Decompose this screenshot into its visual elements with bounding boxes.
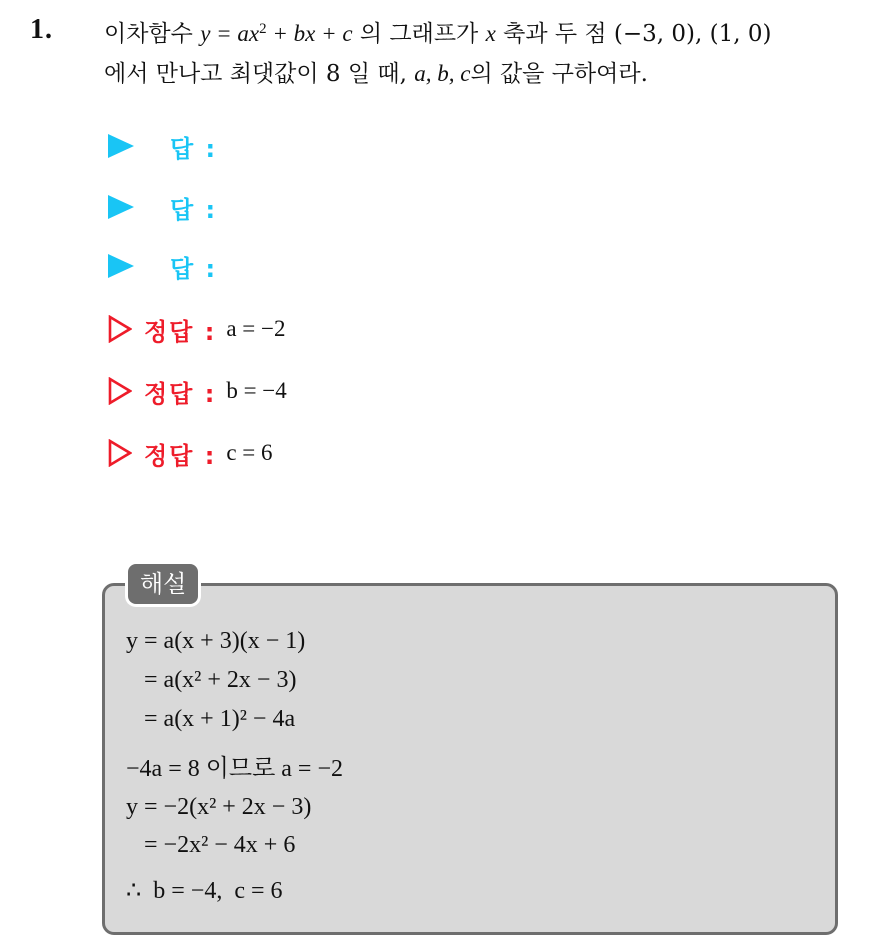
answer-label: 답 : bbox=[170, 134, 218, 163]
problem-line-1 bbox=[104, 14, 874, 54]
filled-right-triangle-icon bbox=[108, 134, 134, 158]
explanation-line: = −2x² − 4x + 6 bbox=[126, 832, 296, 858]
solution-label: 정답 : bbox=[144, 379, 217, 408]
filled-right-triangle-icon bbox=[108, 195, 134, 219]
equation-rest: + bx + c bbox=[266, 21, 353, 46]
explanation-line: = a(x² + 2x − 3) bbox=[126, 667, 297, 693]
solution-value: b = −4 bbox=[226, 378, 287, 403]
outline-right-triangle-icon bbox=[108, 315, 132, 343]
answer-label: 답 : bbox=[170, 195, 218, 224]
explanation-line: = a(x + 1)² − 4a bbox=[126, 706, 296, 732]
solution-value: c = 6 bbox=[226, 440, 273, 465]
solution-label: 정답 : bbox=[144, 317, 217, 346]
equation-exponent: 2 bbox=[259, 20, 267, 37]
explanation-line: y = a(x + 3)(x − 1) bbox=[126, 628, 306, 654]
problem-line-2 bbox=[104, 54, 874, 94]
problem-line2-prefix: 에서 만나고 최댓값이 8 일 때, bbox=[104, 61, 415, 87]
answer-input-3[interactable] bbox=[108, 246, 217, 286]
solution-row-c bbox=[108, 433, 273, 473]
axis-variable: x bbox=[485, 21, 496, 46]
equation-main: y = ax bbox=[200, 21, 260, 46]
explanation-line: −4a = 8 이므로 a = −2 bbox=[126, 756, 343, 782]
outline-right-triangle-icon bbox=[108, 439, 132, 467]
problem-variables: a, b, c bbox=[414, 61, 471, 86]
problem-line1-prefix: 이차함수 bbox=[104, 21, 201, 47]
problem-line1-middle: 의 그래프가 bbox=[352, 21, 486, 47]
solution-row-a bbox=[108, 309, 285, 349]
solution-value: a = −2 bbox=[226, 316, 286, 341]
problem-line2-suffix: 의 값을 구하여라. bbox=[470, 61, 648, 87]
problem-equation bbox=[200, 21, 352, 46]
solution-row-b bbox=[108, 371, 287, 411]
answer-input-1[interactable] bbox=[108, 126, 217, 166]
problem-statement bbox=[104, 14, 874, 94]
problem-number: 1. bbox=[30, 14, 53, 45]
explanation-line: y = −2(x² + 2x − 3) bbox=[126, 794, 312, 820]
explanation-line: ∴ b = −4, c = 6 bbox=[126, 878, 283, 904]
problem-line1-suffix: 축과 두 점 (−3, 0), (1, 0) bbox=[495, 21, 772, 47]
filled-right-triangle-icon bbox=[108, 254, 134, 278]
solution-label: 정답 : bbox=[144, 441, 217, 470]
explanation-tag: 해설 bbox=[128, 564, 198, 604]
answer-label: 답 : bbox=[170, 254, 218, 283]
answer-input-2[interactable] bbox=[108, 187, 217, 227]
outline-right-triangle-icon bbox=[108, 377, 132, 405]
